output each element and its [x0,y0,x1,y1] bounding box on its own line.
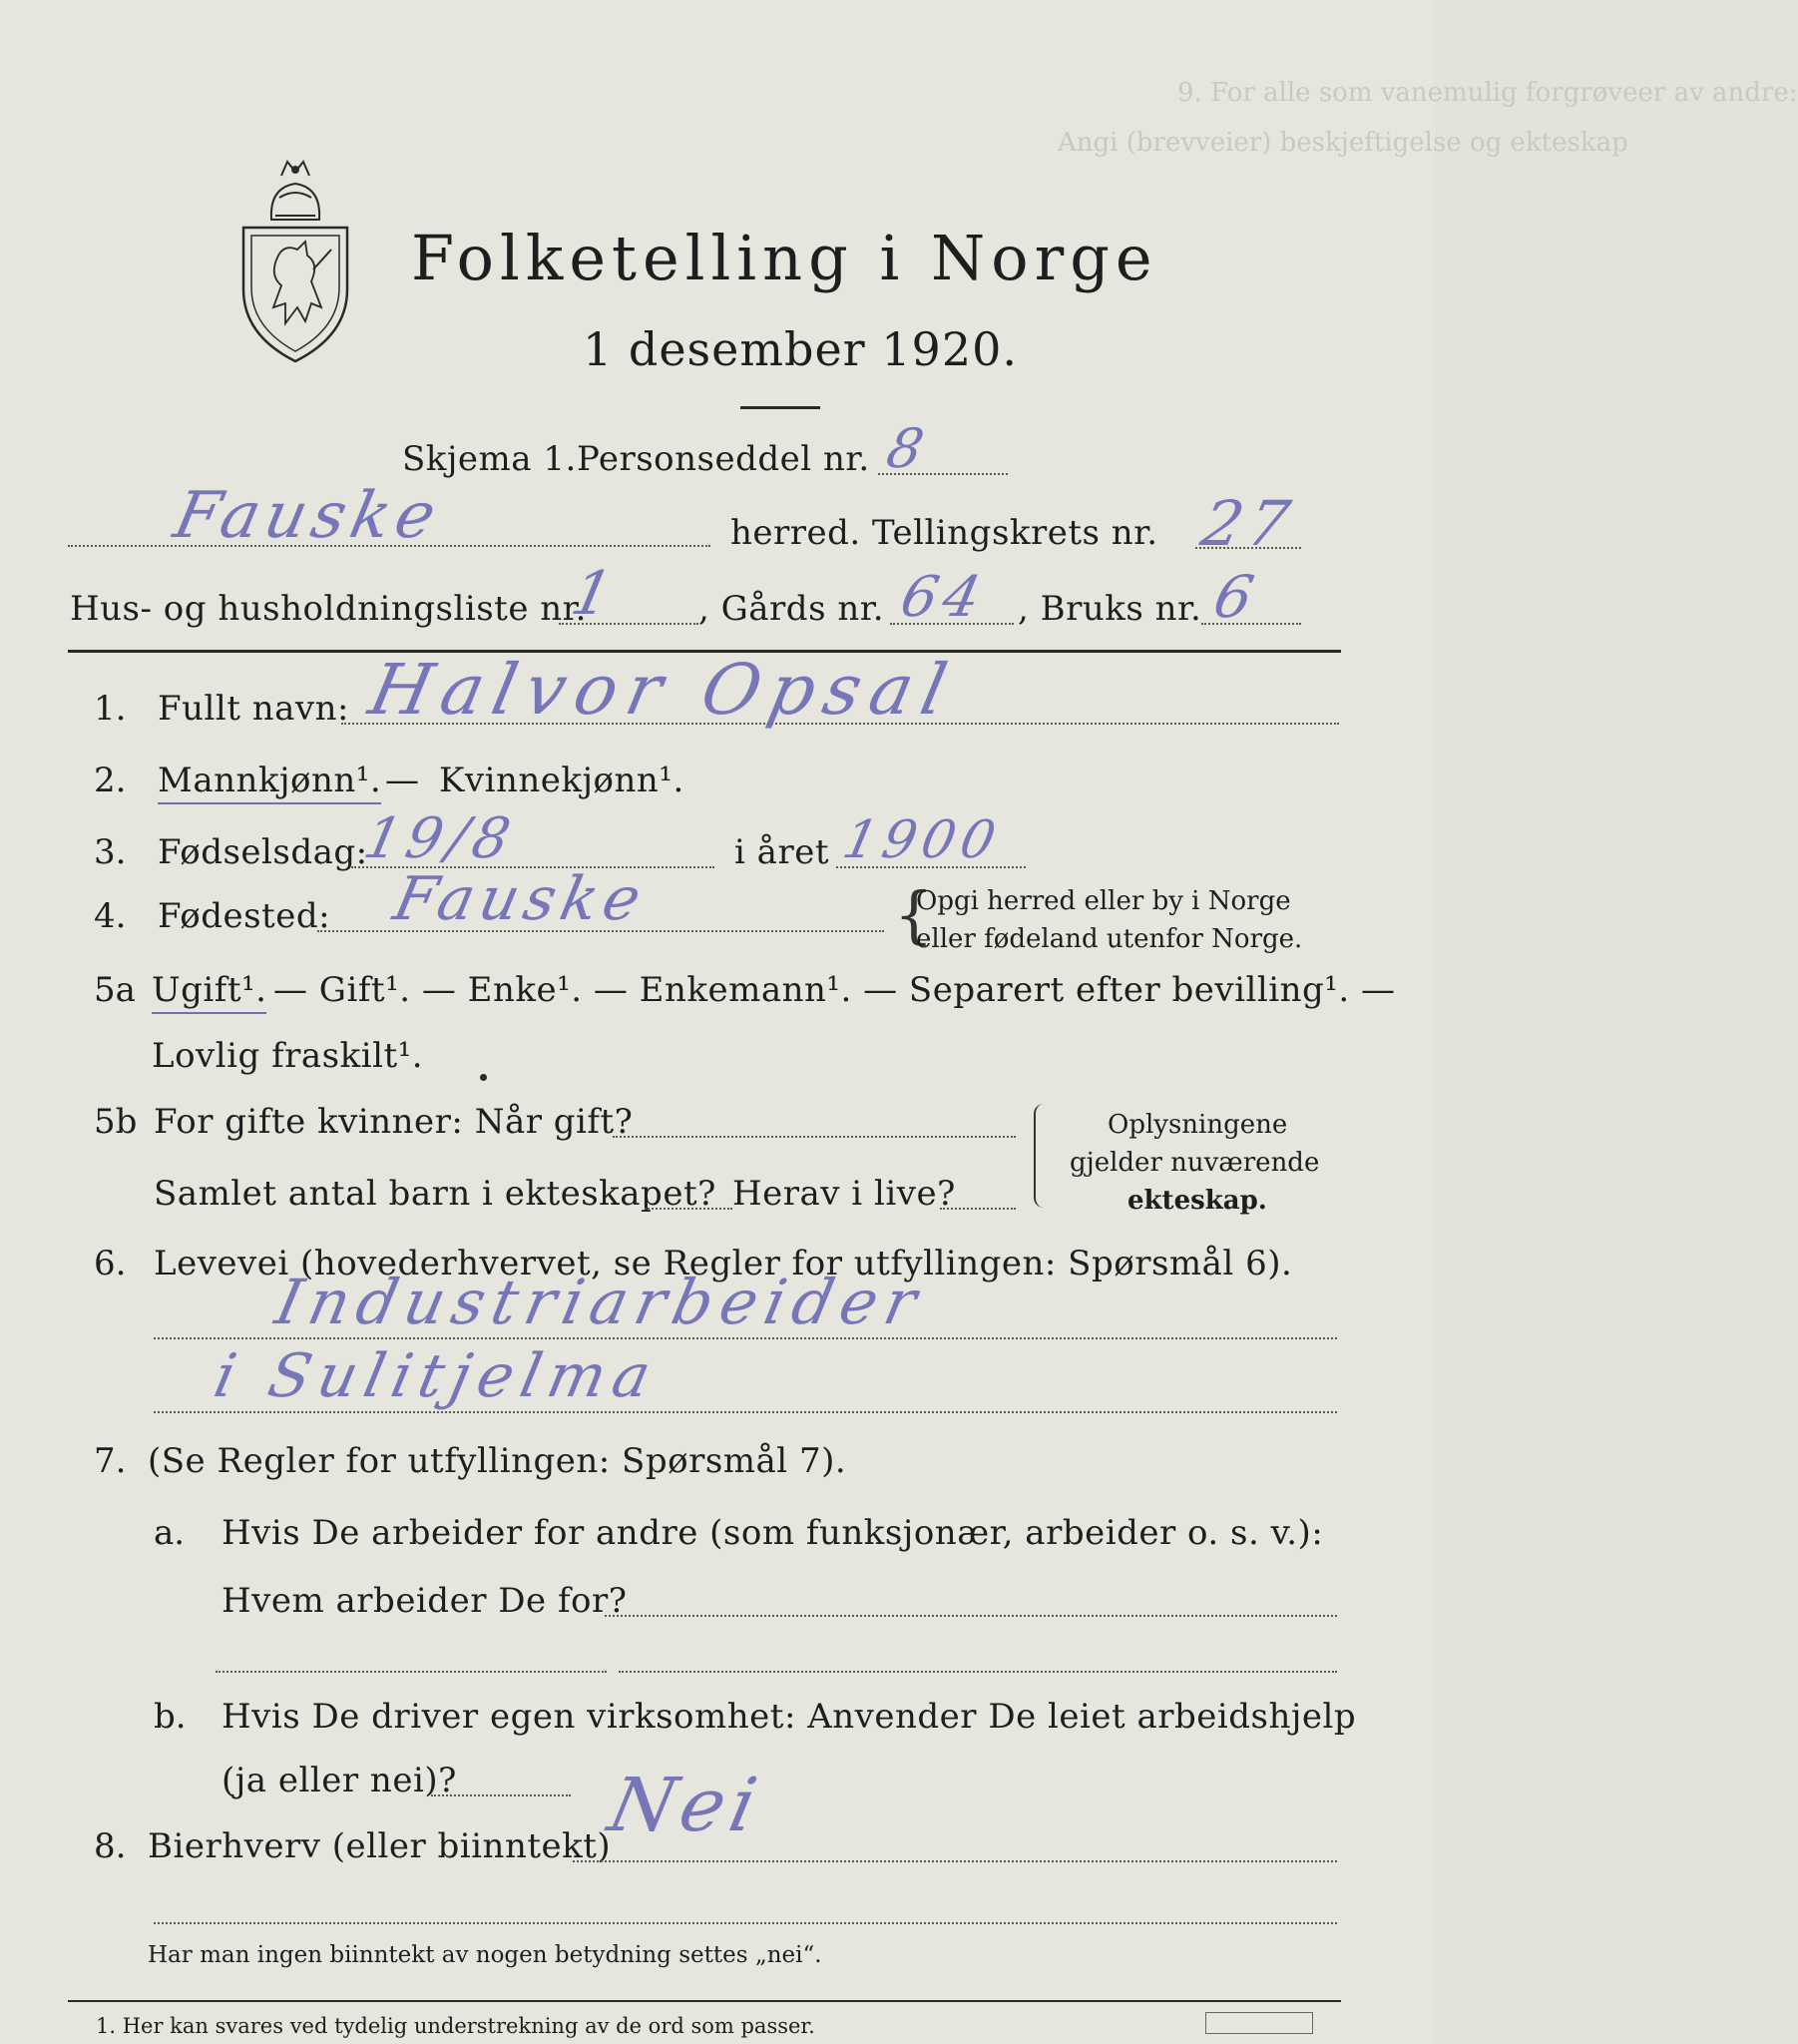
marital-unmarried-option: Ugift¹. [152,970,266,1014]
form-date: 1 desember 1920. [583,322,1018,376]
herred-label: herred. [730,513,861,553]
question-number: 5a [94,970,136,1010]
children-count-line [645,1208,732,1210]
gender-female-option: Kvinnekjønn¹. [439,761,684,800]
footnote: 1. Her kan svares ved tydelig understrekning av de ord som passer. [96,2014,815,2038]
tellingskrets-value: 27 [1195,487,1302,560]
question-number: 2. [94,761,127,800]
full-name-label: Fullt navn: [158,689,349,729]
side-income-label: Bierhverv (eller biinntekt) [148,1826,612,1866]
children-count-label: Samlet antal barn i ekteskapet? [154,1174,716,1214]
birthplace-note-line2: eller fødeland utenfor Norge. [916,924,1303,954]
married-date-line [613,1136,1016,1138]
question-subnumber: b. [154,1697,187,1737]
marital-divorced-option: Lovlig fraskilt¹. [152,1036,424,1076]
question-number: 8. [94,1826,127,1866]
hus-label: Hus- og husholdningsliste nr. [70,589,587,629]
married-note-line2: gjelder nuværende [1070,1148,1320,1178]
personseddel-label: Personseddel nr. [577,439,870,479]
employment-label: (Se Regler for utfyllingen: Spørsmål 7). [148,1441,847,1481]
question-number: 6. [94,1244,127,1283]
married-note-line1: Oplysningene [1108,1110,1288,1140]
question-number: 4. [94,896,127,936]
gender-male-option: Mannkjønn¹. [158,761,381,804]
skjema-label: Skjema 1. [402,439,577,479]
occupation-label: Levevei (hovederhvervet, se Regler for utfyllingen: Spørsmål 6). [154,1244,1293,1283]
birthplace-note-brace: { [894,878,934,951]
birthdate-label: Fødselsdag: [158,832,368,872]
printer-stamp [1205,2012,1313,2034]
ink-dot [480,1074,487,1081]
occupation-value-1: Industriarbeider [269,1266,931,1338]
hired-help-line [431,1794,571,1796]
question-number: 3. [94,832,127,872]
children-alive-line [940,1208,1016,1210]
employer-line-1 [605,1615,1337,1617]
nei-instruction: Har man ingen biinntekt av nogen betydning settes „nei“. [148,1942,822,1968]
employer-question: Hvis De arbeider for andre (som funksjonær, arbeider o. s. v.): [222,1513,1324,1553]
married-note-line3: ekteskap. [1127,1186,1267,1216]
birth-year-value: 1900 [837,810,1007,870]
page-title: Folketelling i Norge [411,222,1158,294]
birthplace-value: Fauske [387,864,654,934]
herred-value: Fauske [168,479,448,553]
married-note-bracket [1034,1104,1050,1208]
children-alive-label: Herav i live? [732,1174,956,1214]
bleed-through-text: 9. For alle som vanemulig forgrøveer av andre: [1177,78,1798,108]
birthplace-label: Fødested: [158,896,331,936]
question-number: 7. [94,1441,127,1481]
question-number: 5b [94,1102,138,1142]
question-number: 1. [94,689,127,729]
self-employed-question: Hvis De driver egen virksomhet: Anvender De leiet arbeidshjelp [222,1697,1357,1737]
tellingskrets-label: Tellingskrets nr. [872,513,1158,553]
side-income-value: Nei [601,1763,770,1848]
hus-value: 1 [565,559,625,629]
bruks-value: 6 [1207,563,1266,631]
full-name-value: Halvor Opsal [362,649,964,731]
birthplace-note-line1: Opgi herred eller by i Norge [916,886,1291,916]
title-divider [740,406,820,409]
coat-of-arms-icon [235,158,355,367]
gards-label: , Gårds nr. [698,589,885,629]
occupation-value-2: i Sulitjelma [208,1341,665,1411]
employer-label: Hvem arbeider De for? [222,1581,628,1621]
occupation-line-2 [154,1411,1337,1413]
bruks-label: , Bruks nr. [1018,589,1202,629]
personseddel-value: 8 [881,417,936,480]
birthdate-value: 19/8 [358,806,522,871]
bleed-through-text: Angi (brevveier) beskjeftigelse og ekteskap [1058,128,1628,158]
side-income-line-2 [154,1922,1337,1924]
married-women-label: For gifte kvinner: Når gift? [154,1102,634,1142]
gards-value: 64 [895,565,993,630]
employer-line-2 [216,1671,607,1673]
question-subnumber: a. [154,1513,186,1553]
footnote-divider [68,2000,1341,2002]
hired-help-label: (ja eller nei)? [222,1761,457,1800]
employer-line-3 [619,1671,1337,1673]
gender-separator: — [385,761,420,800]
marital-other-options: — Gift¹. — Enke¹. — Enkemann¹. — Separert efter bevilling¹. — [273,970,1396,1010]
birth-year-label: i året [734,832,829,872]
side-income-line-1 [573,1860,1337,1862]
